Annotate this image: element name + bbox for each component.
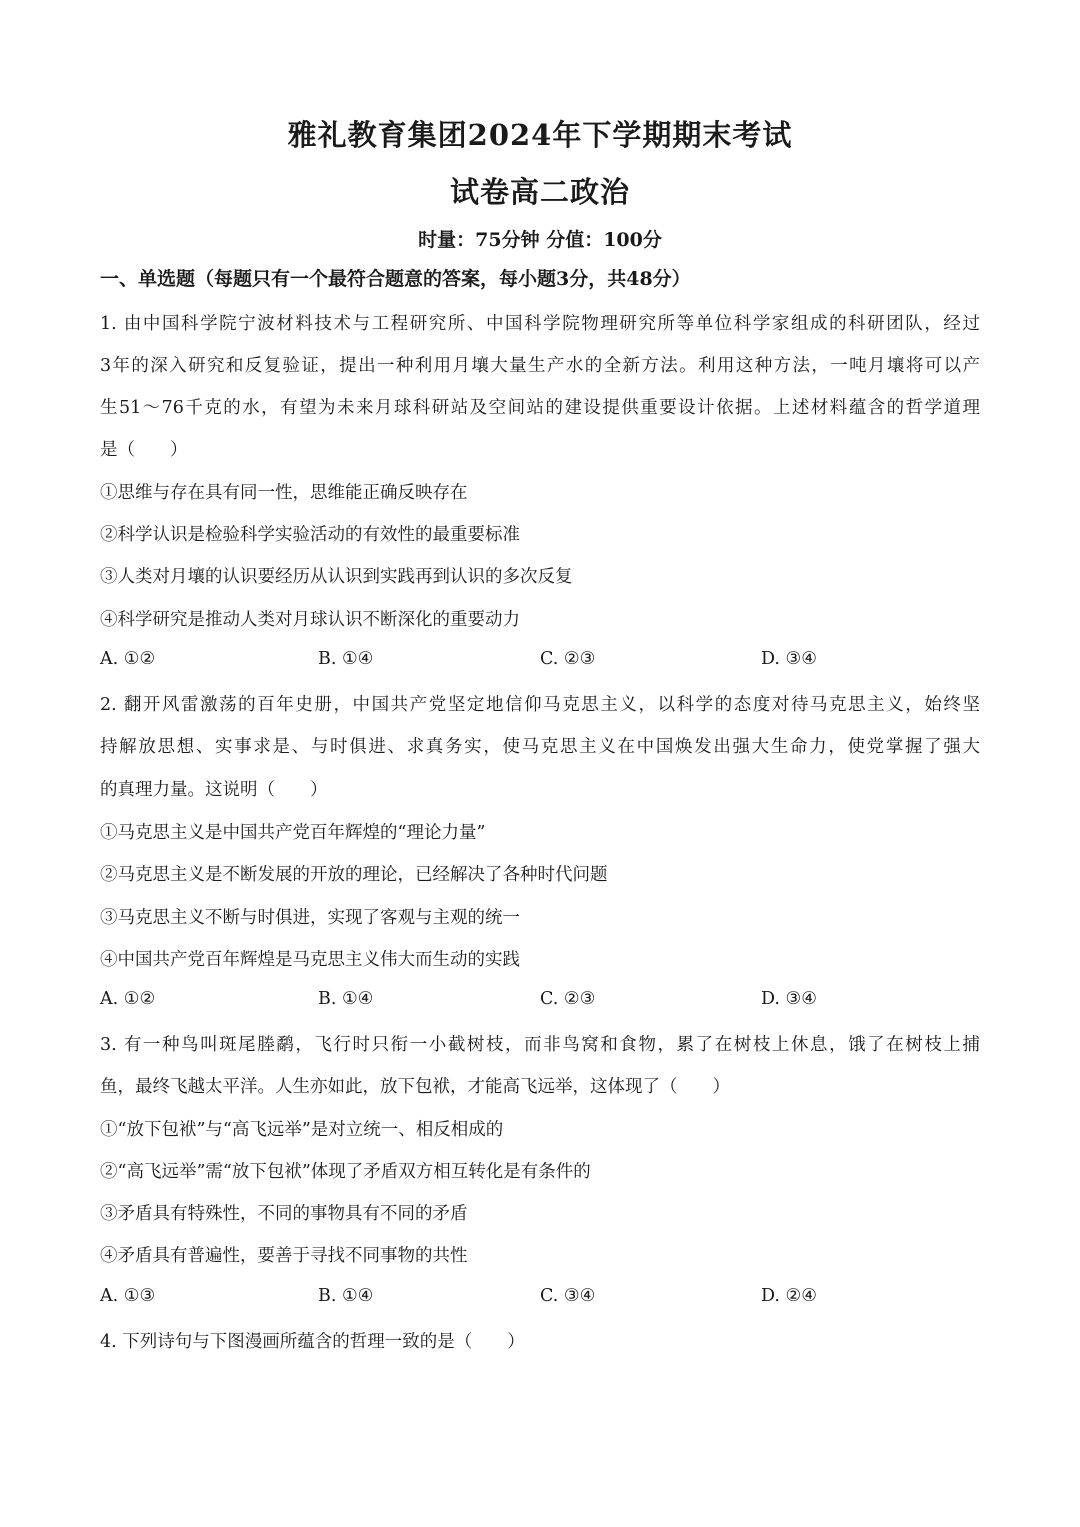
q1-stem-line: 3年的深入研究和反复验证，提出一种利用月壤大量生产水的全新方法。利用这种方法，一吨月壤将可以产 <box>100 356 980 376</box>
q4-stem-line: 4. 下列诗句与下图漫画所蕴含的哲理一致的是（ ） <box>100 1332 525 1352</box>
q2-option-a: A. ①② <box>100 989 156 1009</box>
q3-option-a: A. ①③ <box>100 1286 156 1306</box>
q1-statement: ②科学认识是检验科学实验活动的有效性的最重要标准 <box>100 525 520 545</box>
q3-stem-line: 3. 有一种鸟叫斑尾塍鹬，飞行时只衔一小截树枝，而非鸟窝和食物，累了在树枝上休息，饿了在树枝上捕 <box>100 1035 980 1055</box>
q2-statement: ④中国共产党百年辉煌是马克思主义伟大而生动的实践 <box>100 950 520 970</box>
q2-statement: ③马克思主义不断与时俱进，实现了客观与主观的统一 <box>100 908 520 928</box>
q2-statement: ①马克思主义是中国共产党百年辉煌的“理论力量” <box>100 823 486 843</box>
q2-stem-line: 持解放思想、实事求是、与时俱进、求真务实，使马克思主义在中国焕发出强大生命力，使党掌握了强大 <box>100 737 980 757</box>
q1-statement: ③人类对月壤的认识要经历从认识到实践再到认识的多次反复 <box>100 567 573 587</box>
q3-stem-line: 鱼，最终飞越太平洋。人生亦如此，放下包袱，才能高飞远举，这体现了（ ） <box>100 1077 730 1097</box>
q2-option-c: C. ②③ <box>540 989 596 1009</box>
q1-stem-line: 1. 由中国科学院宁波材料技术与工程研究所、中国科学院物理研究所等单位科学家组成的科研团队，经过 <box>100 314 980 334</box>
q2-statement: ②马克思主义是不断发展的开放的理论，已经解决了各种时代问题 <box>100 865 608 885</box>
q1-stem-line: 是（ ） <box>100 440 188 460</box>
q3-option-c: C. ③④ <box>540 1286 596 1306</box>
q1-option-c: C. ②③ <box>540 649 596 669</box>
q2-stem-line: 的真理力量。这说明（ ） <box>100 780 328 800</box>
exam-meta: 时量：75分钟 分值：100分 <box>418 229 662 251</box>
q1-option-d: D. ③④ <box>761 649 817 669</box>
q1-option-b: B. ①④ <box>318 649 374 669</box>
q3-statement: ①“放下包袱”与“高飞远举”是对立统一、相反相成的 <box>100 1120 504 1140</box>
q3-statement: ④矛盾具有普遍性，要善于寻找不同事物的共性 <box>100 1246 468 1266</box>
section-heading: 一、单选题（每题只有一个最符合题意的答案，每小题3分，共48分） <box>100 268 691 290</box>
exam-subtitle: 试卷高二政治 <box>449 175 630 209</box>
q1-option-a: A. ①② <box>100 649 156 669</box>
q3-option-d: D. ②④ <box>761 1286 817 1306</box>
q3-statement: ③矛盾具有特殊性，不同的事物具有不同的矛盾 <box>100 1204 468 1224</box>
q2-option-d: D. ③④ <box>761 989 817 1009</box>
q3-statement: ②“高飞远举”需“放下包袱”体现了矛盾双方相互转化是有条件的 <box>100 1162 591 1182</box>
q1-statement: ①思维与存在具有同一性，思维能正确反映存在 <box>100 483 468 503</box>
q2-option-b: B. ①④ <box>318 989 374 1009</box>
q1-stem-line: 生51～76千克的水，有望为未来月球科研站及空间站的建设提供重要设计依据。上述材料蕴含的哲学道理 <box>100 398 980 418</box>
q1-statement: ④科学研究是推动人类对月球认识不断深化的重要动力 <box>100 610 520 630</box>
exam-title: 雅礼教育集团2024年下学期期末考试 <box>287 118 793 152</box>
q2-stem-line: 2. 翻开风雷激荡的百年史册，中国共产党坚定地信仰马克思主义，以科学的态度对待马克思主义，始终坚 <box>100 695 980 715</box>
q3-option-b: B. ①④ <box>318 1286 374 1306</box>
